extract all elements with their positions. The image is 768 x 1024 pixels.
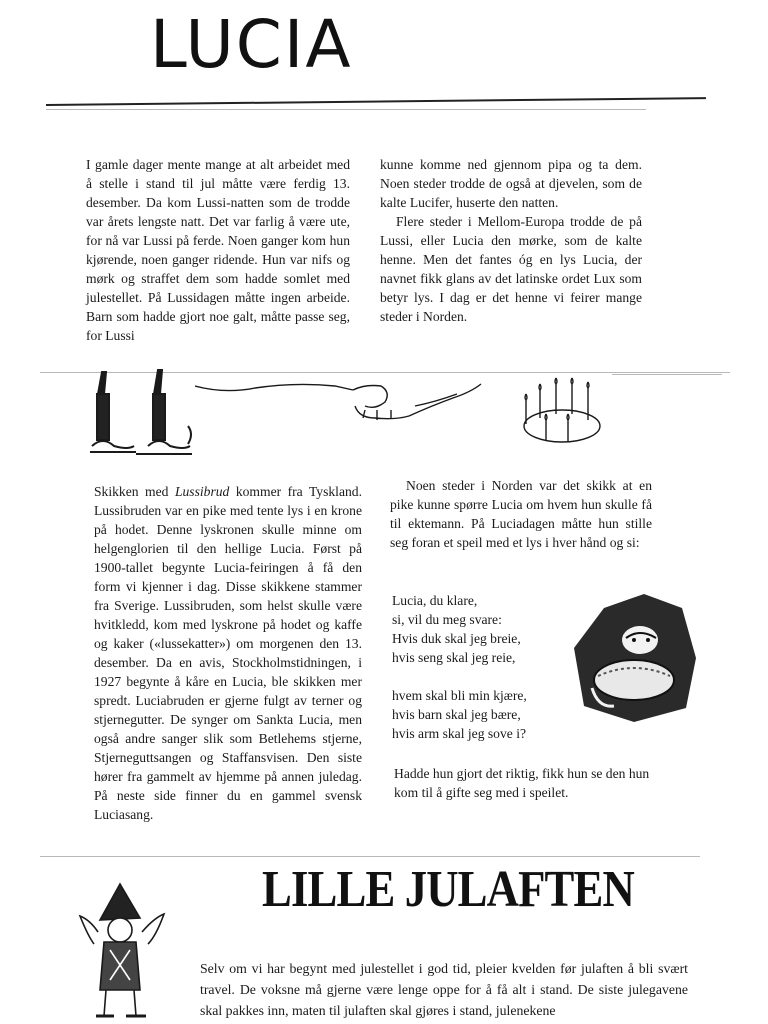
lucia-column-1 — [86, 155, 350, 345]
candlesticks-illustration — [88, 364, 198, 464]
lucia-paragraph-2: kunne komme ned gjennom pipa og ta dem. Noen steder trodde de også at djevelen, som de kalte Lucifer, huserte den natten. — [380, 157, 642, 210]
lucia-crown-illustration — [516, 370, 606, 450]
verse-line: hvis barn skal jeg bære, — [392, 707, 521, 722]
lussibrud-intro: Skikken med — [94, 484, 175, 499]
title-rule-faint — [46, 109, 646, 110]
lussibrud-body: kommer fra Tyskland. Lussibruden var en pike med tente lys i en krone på hodet. Denne lyskronen skulle minne om helgenglorien til den hellige Lucia. Først på 1900-tallet begynte Lucia-feiringen å få den form vi kjenner i dag. Disse skikkene stammer fra Sverige. Lussibruden, som helst skulle være hvitkledd, kom med lyskrone på hodet og kaffe og kaker («lussekatter») om morgenen den 13. desember. Da en avis, Stockholmstidningen, i 1927 begynte å kåre en Lucia, ble skikken mer spredt. Luciabruden er gjerne fulgt av terner og stjernegutter. De synger om Sankta Lucia, men også andre sanger slik som Betlehems stjerne, Stjerneguttsangen og Staffansvisen. Den siste hører fra gammelt av hjemme på annen juledag. På neste side finner du en gammel svensk Luciasang. — [94, 484, 362, 822]
verse-line: si, vil du meg svare: — [392, 612, 502, 627]
lucia-paragraph-3: Flere steder i Mellom-Europa trodde de på Lussi, eller Lucia den mørke, som de kalte henne. Men det fantes óg en lys Lucia, der navnet fikk glans av det latinske ordet Lux som betyr lys. I dag er det henne vi feirer mange steder i Norden. — [380, 214, 642, 324]
title-rule — [46, 97, 706, 106]
verse-line: hvem skal bli min kjære, — [392, 688, 527, 703]
lucia-column-2 — [380, 155, 642, 326]
section-divider-right — [612, 374, 722, 375]
page-title-lucia: LUCIA — [150, 6, 353, 83]
verse-line: Hvis duk skal jeg breie, — [392, 631, 521, 646]
custom-outro: Hadde hun gjort det riktig, fikk hun se den hun kom til å gifte seg med i speilet. — [394, 766, 650, 800]
julaften-text-block — [200, 958, 688, 1021]
lussibrud-paragraph — [94, 482, 362, 824]
custom-outro-block — [394, 764, 660, 802]
nisse-figure-illustration — [70, 880, 170, 1024]
hand-illustration — [195, 376, 485, 426]
custom-intro-block — [390, 476, 652, 552]
custom-intro: Noen steder i Norden var det skikk at en pike kunne spørre Lucia om hvem hun skulle få til ektemann. På Luciadagen måtte hun stille seg foran et speil med et lys i hver hånd og si: — [390, 478, 652, 550]
verse-line: hvis arm skal jeg sove i? — [392, 726, 527, 741]
page-title-lille-julaften: LILLE JULAFTEN — [262, 861, 634, 918]
verse-1 — [392, 591, 572, 667]
verse-2 — [392, 686, 572, 743]
verse-line: hvis seng skal jeg reie, — [392, 650, 516, 665]
lussibrud-term: Lussibrud — [174, 484, 230, 499]
julaften-rule — [40, 856, 700, 857]
lussibrud-column — [94, 482, 362, 824]
verse-line: Lucia, du klare, — [392, 593, 478, 608]
nisse-porridge-illustration — [564, 588, 700, 728]
julaften-paragraph: Selv om vi har begynt med julestellet i god tid, pleier kvelden før julaften å bli svært travel. De voksne må gjerne være lenge oppe for å få alt i stand. De siste julegavene skal pakkes inn, maten til julaften skal gjøres i stand, julenekene — [200, 961, 688, 1018]
lucia-paragraph-1: I gamle dager mente mange at alt arbeidet med å stelle i stand til jul måtte være ferdig 13. desember. Da kom Lussi-natten som de trodde var årets lengste natt. Det var farlig å være ute, for nå var Lussi på ferde. Noen ganger kom hun kjørende, noen ganger ridende. Hun var nifs og mørk og straffet dem som hadde somlet med julestellet. På Lussidagen måtte ingen arbeide. Barn som hadde gjort noe galt, måtte passe seg, for Lussi — [86, 157, 350, 343]
